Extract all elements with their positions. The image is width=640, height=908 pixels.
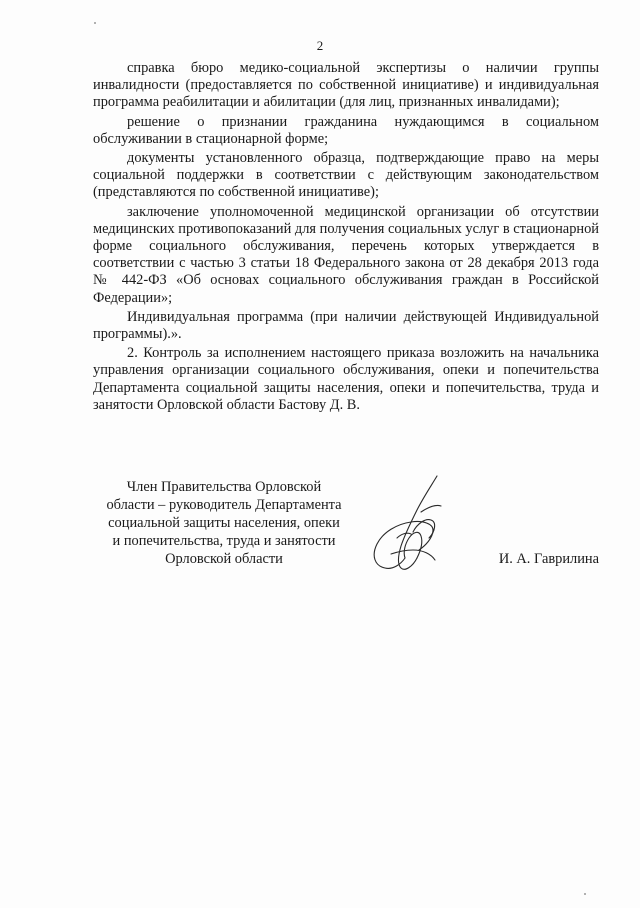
- paragraph-medical-conclusion: заключение уполномоченной медицинской организации об отсутствии медицинских противопоказаний для получения социальных услуг в стационарной форме социального обслуживания, перечень которых утверждается в соответствии с частью 3 статьи 18 Федерального закона от 28 декабря 2013 года № 442-ФЗ «Об основах социального обслуживания граждан в Российской Федерации»;: [93, 203, 599, 306]
- signature-block: [93, 478, 599, 598]
- paragraph-support-documents: документы установленного образца, подтверждающие право на меры социальной поддержки в соответствии с действующим законодательством (представляются по собственной инициативе);: [93, 150, 599, 201]
- scan-speck: [94, 22, 96, 24]
- signatory-name: И. А. Гаврилина: [498, 551, 599, 567]
- page-number: 2: [316, 38, 324, 53]
- signatory-position-line: области – руководитель Департамента: [106, 497, 342, 513]
- paragraph-disability-certificate: справка бюро медико-социальной экспертизы о наличии группы инвалидности (предоставляется по собственной инициативе) и индивидуальная программа реабилитации и абилитации (для лиц, признанных инвалидами);: [93, 60, 599, 111]
- scan-speck: [584, 893, 586, 895]
- paragraph-recognition-decision: решение о признании гражданина нуждающимся в социальном обслуживании в стационарной форме;: [93, 113, 599, 147]
- handwritten-signature-icon: [361, 472, 461, 582]
- signatory-position-line: социальной защиты населения, опеки: [108, 515, 340, 531]
- signatory-position-line: и попечительства, труда и занятости: [112, 533, 336, 549]
- paragraph-individual-program: Индивидуальная программа (при наличии действующей Индивидуальной программы).».: [93, 308, 599, 343]
- paragraph-control-clause: 2. Контроль за исполнением настоящего приказа возложить на начальника управления организации социального обслуживания, опеки и попечительства Департамента социальной защиты населения, опеки и попечительства, труда и занятости Орловской области Бастову Д. В.: [93, 345, 599, 413]
- signatory-position: [93, 478, 355, 568]
- signatory-position-line: Член Правительства Орловской: [126, 479, 322, 495]
- document-body: [93, 60, 599, 414]
- signatory-position-line: Орловской области: [165, 551, 283, 567]
